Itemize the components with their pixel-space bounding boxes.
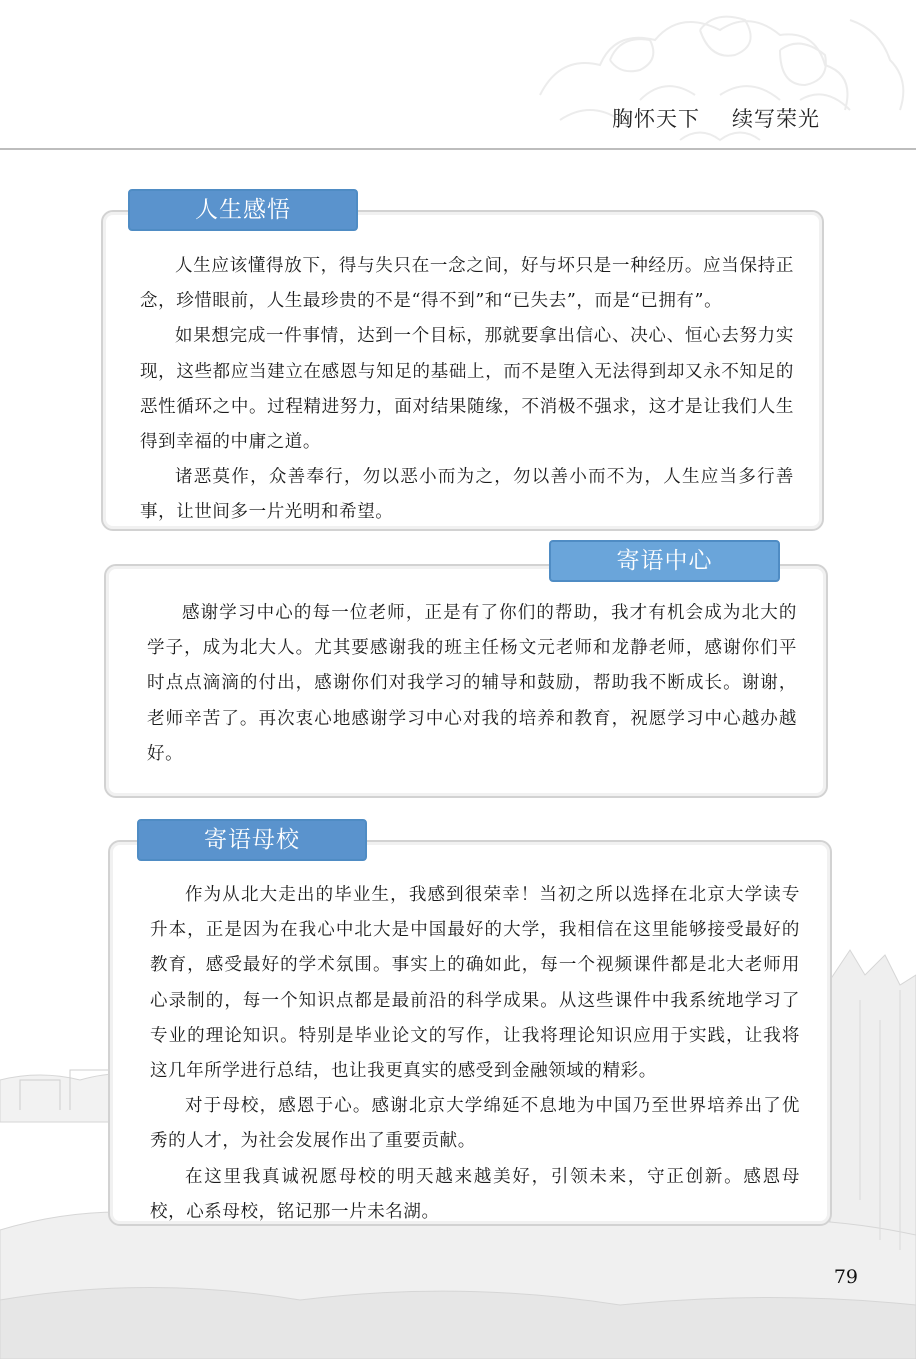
paragraph: 在这里我真诚祝愿母校的明天越来越美好，引领未来，守正创新。感恩母校，心系母校，铭记那一片未名湖。	[150, 1166, 800, 1222]
header-title-left: 胸怀天下	[612, 107, 700, 131]
section-message-alma-mater-body	[150, 878, 800, 1230]
paragraph: 作为从北大走出的毕业生，我感到很荣幸！当初之所以选择在北京大学读专升本，正是因为在我心中北大是中国最好的大学，我相信在这里能够接受最好的教育，感受最好的学术氛围。事实上的确如此，每一个视频课件都是北大老师用心录制的，每一个知识点都是最前沿的科学成果。从这些课件中我系统地学习了专业的理论知识。特别是毕业论文的写作，让我将理论知识应用于实践，让我将这几年所学进行总结，也让我更真实的感受到金融领域的精彩。	[150, 885, 800, 1082]
paragraph: 对于母校，感恩于心。感谢北京大学绵延不息地为中国乃至世界培养出了优秀的人才，为社会发展作出了重要贡献。	[150, 1096, 800, 1152]
header-title-right: 续写荣光	[732, 107, 820, 131]
section-message-center-body	[147, 596, 797, 772]
section-life-reflection-heading: 人生感悟	[128, 189, 358, 231]
paragraph: 诸恶莫作，众善奉行，勿以恶小而为之，勿以善小而不为，人生应当多行善事，让世间多一片光明和希望。	[140, 467, 794, 523]
section-life-reflection-body	[140, 249, 794, 531]
paragraph: 人生应该懂得放下，得与失只在一念之间，好与坏只是一种经历。应当保持正念，珍惜眼前，人生最珍贵的不是“得不到”和“已失去”，而是“已拥有”。	[140, 256, 794, 312]
section-message-center-heading: 寄语中心	[549, 540, 780, 582]
header-divider	[0, 148, 916, 150]
page-number: 79	[833, 1266, 858, 1288]
paragraph: 感谢学习中心的每一位老师，正是有了你们的帮助，我才有机会成为北大的学子，成为北大人。尤其要感谢我的班主任杨文元老师和龙静老师，感谢你们平时点点滴滴的付出，感谢你们对我学习的辅导和鼓励，帮助我不断成长。谢谢，老师辛苦了。再次衷心地感谢学习中心对我的培养和教育，祝愿学习中心越办越好。	[147, 603, 797, 764]
page-header-title	[0, 103, 820, 133]
paragraph: 如果想完成一件事情，达到一个目标，那就要拿出信心、决心、恒心去努力实现，这些都应当建立在感恩与知足的基础上，而不是堕入无法得到却又永不知足的恶性循环之中。过程精进努力，面对结果随缘，不消极不强求，这才是让我们人生得到幸福的中庸之道。	[140, 326, 794, 453]
section-message-alma-mater-heading: 寄语母校	[137, 819, 367, 861]
